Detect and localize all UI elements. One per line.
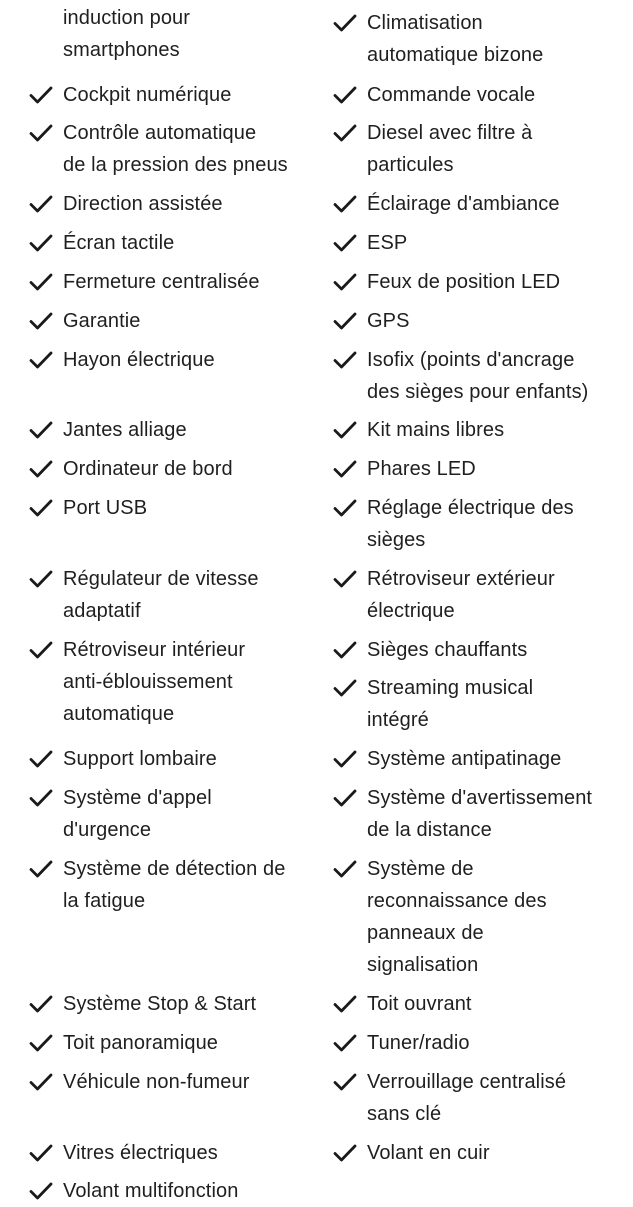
feature-label: Système antipatinage bbox=[367, 748, 562, 770]
checkmark-icon bbox=[333, 787, 357, 809]
checkmark-icon bbox=[333, 748, 357, 770]
feature-label: Système de détection de la fatigue bbox=[63, 858, 286, 912]
checkmark-icon bbox=[29, 1071, 53, 1093]
feature-item bbox=[63, 266, 313, 298]
feature-item bbox=[367, 988, 629, 1020]
feature-item bbox=[63, 988, 313, 1020]
checkmark-icon bbox=[333, 419, 357, 441]
feature-item bbox=[367, 853, 629, 981]
checkmark-icon bbox=[29, 458, 53, 480]
feature-item bbox=[367, 117, 629, 181]
checkmark-icon bbox=[333, 639, 357, 661]
feature-label: Éclairage d'ambiance bbox=[367, 193, 560, 215]
feature-item bbox=[63, 492, 313, 524]
checkmark-icon bbox=[333, 858, 357, 880]
feature-label: Véhicule non-fumeur bbox=[63, 1071, 250, 1093]
checkmark-icon bbox=[333, 458, 357, 480]
checkmark-icon bbox=[29, 193, 53, 215]
feature-item bbox=[63, 188, 313, 220]
feature-label: Ordinateur de bord bbox=[63, 458, 233, 480]
feature-label: Kit mains libres bbox=[367, 419, 505, 441]
feature-item bbox=[367, 1066, 629, 1130]
feature-item bbox=[63, 782, 313, 846]
checkmark-icon bbox=[333, 232, 357, 254]
feature-label: Hayon électrique bbox=[63, 349, 215, 371]
checkmark-icon bbox=[29, 232, 53, 254]
feature-label: Diesel avec filtre à particules bbox=[367, 122, 533, 176]
checkmark-icon bbox=[29, 1032, 53, 1054]
feature-label: Cockpit numérique bbox=[63, 84, 232, 106]
feature-item bbox=[63, 1027, 313, 1059]
checkmark-icon bbox=[333, 193, 357, 215]
feature-label: Système de reconnaissance des panneaux de signalisation bbox=[367, 858, 547, 976]
feature-item bbox=[367, 305, 629, 337]
feature-item bbox=[63, 79, 313, 111]
feature-label: GPS bbox=[367, 310, 410, 332]
feature-item bbox=[63, 305, 313, 337]
feature-label: induction pour smartphones bbox=[63, 7, 191, 61]
feature-label: Contrôle automatique de la pression des pneus bbox=[63, 122, 288, 176]
feature-label: Garantie bbox=[63, 310, 141, 332]
feature-label: Système Stop & Start bbox=[63, 993, 257, 1015]
feature-label: Jantes alliage bbox=[63, 419, 187, 441]
feature-item bbox=[367, 344, 629, 408]
feature-item bbox=[63, 563, 313, 627]
checkmark-icon bbox=[333, 568, 357, 590]
checkmark-icon bbox=[333, 271, 357, 293]
checkmark-icon bbox=[29, 122, 53, 144]
checkmark-icon bbox=[333, 1071, 357, 1093]
checkmark-icon bbox=[333, 497, 357, 519]
feature-item bbox=[367, 1137, 629, 1169]
feature-label: ESP bbox=[367, 232, 408, 254]
checkmark-icon bbox=[29, 1142, 53, 1164]
checkmark-icon bbox=[29, 271, 53, 293]
feature-item bbox=[63, 117, 313, 181]
checkmark-icon bbox=[29, 858, 53, 880]
feature-label: Phares LED bbox=[367, 458, 476, 480]
checkmark-icon bbox=[333, 349, 357, 371]
feature-label: Rétroviseur intérieur anti-éblouissement automatique bbox=[63, 639, 246, 725]
feature-label: Feux de position LED bbox=[367, 271, 561, 293]
feature-item bbox=[367, 266, 629, 298]
checkmark-icon bbox=[333, 993, 357, 1015]
checkmark-icon bbox=[333, 122, 357, 144]
feature-label: Réglage électrique des sièges bbox=[367, 497, 574, 551]
feature-label: Commande vocale bbox=[367, 84, 536, 106]
feature-item bbox=[367, 414, 629, 446]
feature-item bbox=[63, 344, 313, 376]
feature-label: Volant multifonction bbox=[63, 1180, 239, 1202]
feature-item bbox=[367, 743, 629, 775]
feature-item bbox=[367, 492, 629, 556]
feature-item bbox=[367, 1027, 629, 1059]
feature-label: Écran tactile bbox=[63, 232, 175, 254]
feature-item bbox=[63, 634, 313, 730]
checkmark-icon bbox=[333, 12, 357, 34]
checkmark-icon bbox=[29, 84, 53, 106]
feature-item bbox=[63, 1137, 313, 1169]
feature-label: Toit panoramique bbox=[63, 1032, 219, 1054]
checkmark-icon bbox=[29, 993, 53, 1015]
checkmark-icon bbox=[29, 787, 53, 809]
feature-item bbox=[63, 1066, 313, 1098]
checkmark-icon bbox=[29, 1180, 53, 1202]
feature-label: Support lombaire bbox=[63, 748, 217, 770]
checkmark-icon bbox=[333, 677, 357, 699]
checkmark-icon bbox=[29, 748, 53, 770]
feature-item bbox=[367, 453, 629, 485]
feature-label: Volant en cuir bbox=[367, 1142, 490, 1164]
checkmark-icon bbox=[333, 1142, 357, 1164]
feature-item bbox=[63, 414, 313, 446]
checkmark-icon bbox=[29, 349, 53, 371]
feature-label: Vitres électriques bbox=[63, 1142, 218, 1164]
feature-label: Tuner/radio bbox=[367, 1032, 470, 1054]
feature-label: Toit ouvrant bbox=[367, 993, 472, 1015]
feature-label: Système d'appel d'urgence bbox=[63, 787, 212, 841]
feature-label: Fermeture centralisée bbox=[63, 271, 260, 293]
feature-item bbox=[63, 2, 313, 66]
feature-label: Système d'avertissement de la distance bbox=[367, 787, 593, 841]
feature-label: Isofix (points d'ancrage des sièges pour enfants) bbox=[367, 349, 589, 403]
feature-label: Sièges chauffants bbox=[367, 639, 528, 661]
feature-label: Streaming musical intégré bbox=[367, 677, 534, 731]
checkmark-icon bbox=[29, 639, 53, 661]
feature-item bbox=[63, 743, 313, 775]
feature-item bbox=[63, 853, 313, 917]
feature-item bbox=[367, 563, 629, 627]
feature-item bbox=[367, 634, 629, 666]
feature-label: Régulateur de vitesse adaptatif bbox=[63, 568, 259, 622]
feature-item bbox=[63, 227, 313, 259]
feature-label: Port USB bbox=[63, 497, 148, 519]
feature-label: Climatisation automatique bizone bbox=[367, 12, 544, 66]
feature-label: Rétroviseur extérieur électrique bbox=[367, 568, 555, 622]
checkmark-icon bbox=[29, 568, 53, 590]
checkmark-icon bbox=[333, 1032, 357, 1054]
feature-item bbox=[367, 188, 629, 220]
feature-item bbox=[367, 672, 629, 736]
checkmark-icon bbox=[29, 497, 53, 519]
feature-item bbox=[63, 453, 313, 485]
feature-item bbox=[367, 227, 629, 259]
checkmark-icon bbox=[29, 419, 53, 441]
checkmark-icon bbox=[29, 310, 53, 332]
feature-item bbox=[367, 782, 629, 846]
feature-label: Verrouillage centralisé sans clé bbox=[367, 1071, 567, 1125]
feature-item bbox=[367, 7, 629, 71]
feature-item bbox=[63, 1175, 313, 1207]
feature-label: Direction assistée bbox=[63, 193, 223, 215]
checkmark-icon bbox=[333, 84, 357, 106]
checkmark-icon bbox=[333, 310, 357, 332]
feature-item bbox=[367, 79, 629, 111]
